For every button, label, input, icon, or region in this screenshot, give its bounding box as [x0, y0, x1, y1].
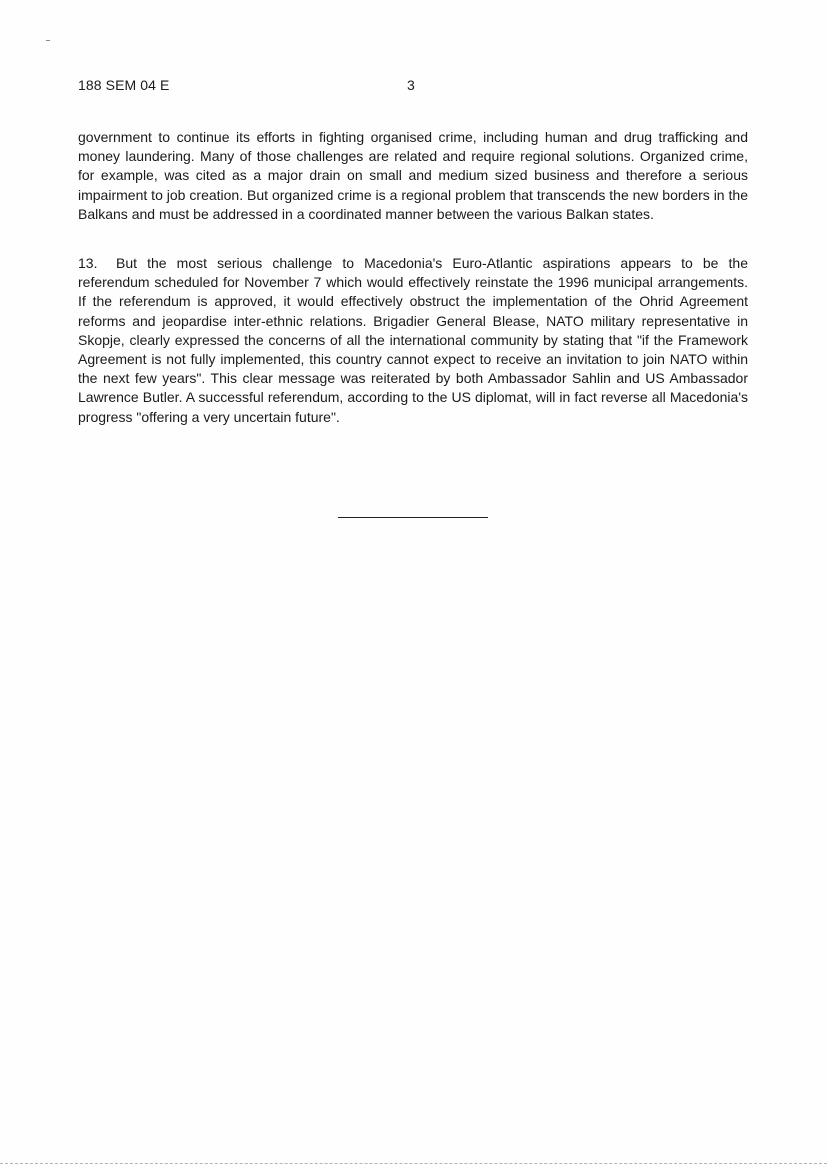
- paragraph-text: But the most serious challenge to Macedonia's Euro-Atlantic aspirations appears to be the referendum scheduled for November 7 which would effectively reinstate the 1996 municipal arrangements. If the referendum is approved, it would effectively obstruct the implementation of the Ohrid Agreement reforms and jeopardise inter-ethnic relations. Brigadier General Blease, NATO military representative in Skopje, clearly expressed the concerns of all the international community by stating that "if the Framework Agreement is not fully implemented, this country cannot expect to receive an invitation to join NATO within the next few years". This clear message was reiterated by both Ambassador Sahlin and US Ambassador Lawrence Butler. A successful referendum, according to the US diplomat, will in fact reverse all Macedonia's progress "offering a very uncertain future".: [78, 255, 748, 425]
- document-reference: 188 SEM 04 E: [78, 77, 170, 93]
- scan-artifact-mark: [46, 40, 50, 41]
- paragraph-number: 13.: [78, 255, 98, 271]
- paragraph-text: government to continue its efforts in fighting organised crime, including human and drug trafficking and money laundering. Many of those challenges are related and require regional solutions. Organized crime, for example, was cited as a major drain on small and medium sized business and therefore a serious impairment to job creation. But organized crime is a regional problem that transcends the new borders in the Balkans and must be addressed in a coordinated manner between the various Balkan states.: [78, 129, 748, 222]
- page-number: 3: [407, 77, 415, 93]
- paragraph-13: [78, 254, 748, 427]
- end-of-text-rule: [338, 517, 488, 518]
- scan-bottom-edge: [0, 1163, 827, 1164]
- paragraph-continued: [78, 128, 748, 224]
